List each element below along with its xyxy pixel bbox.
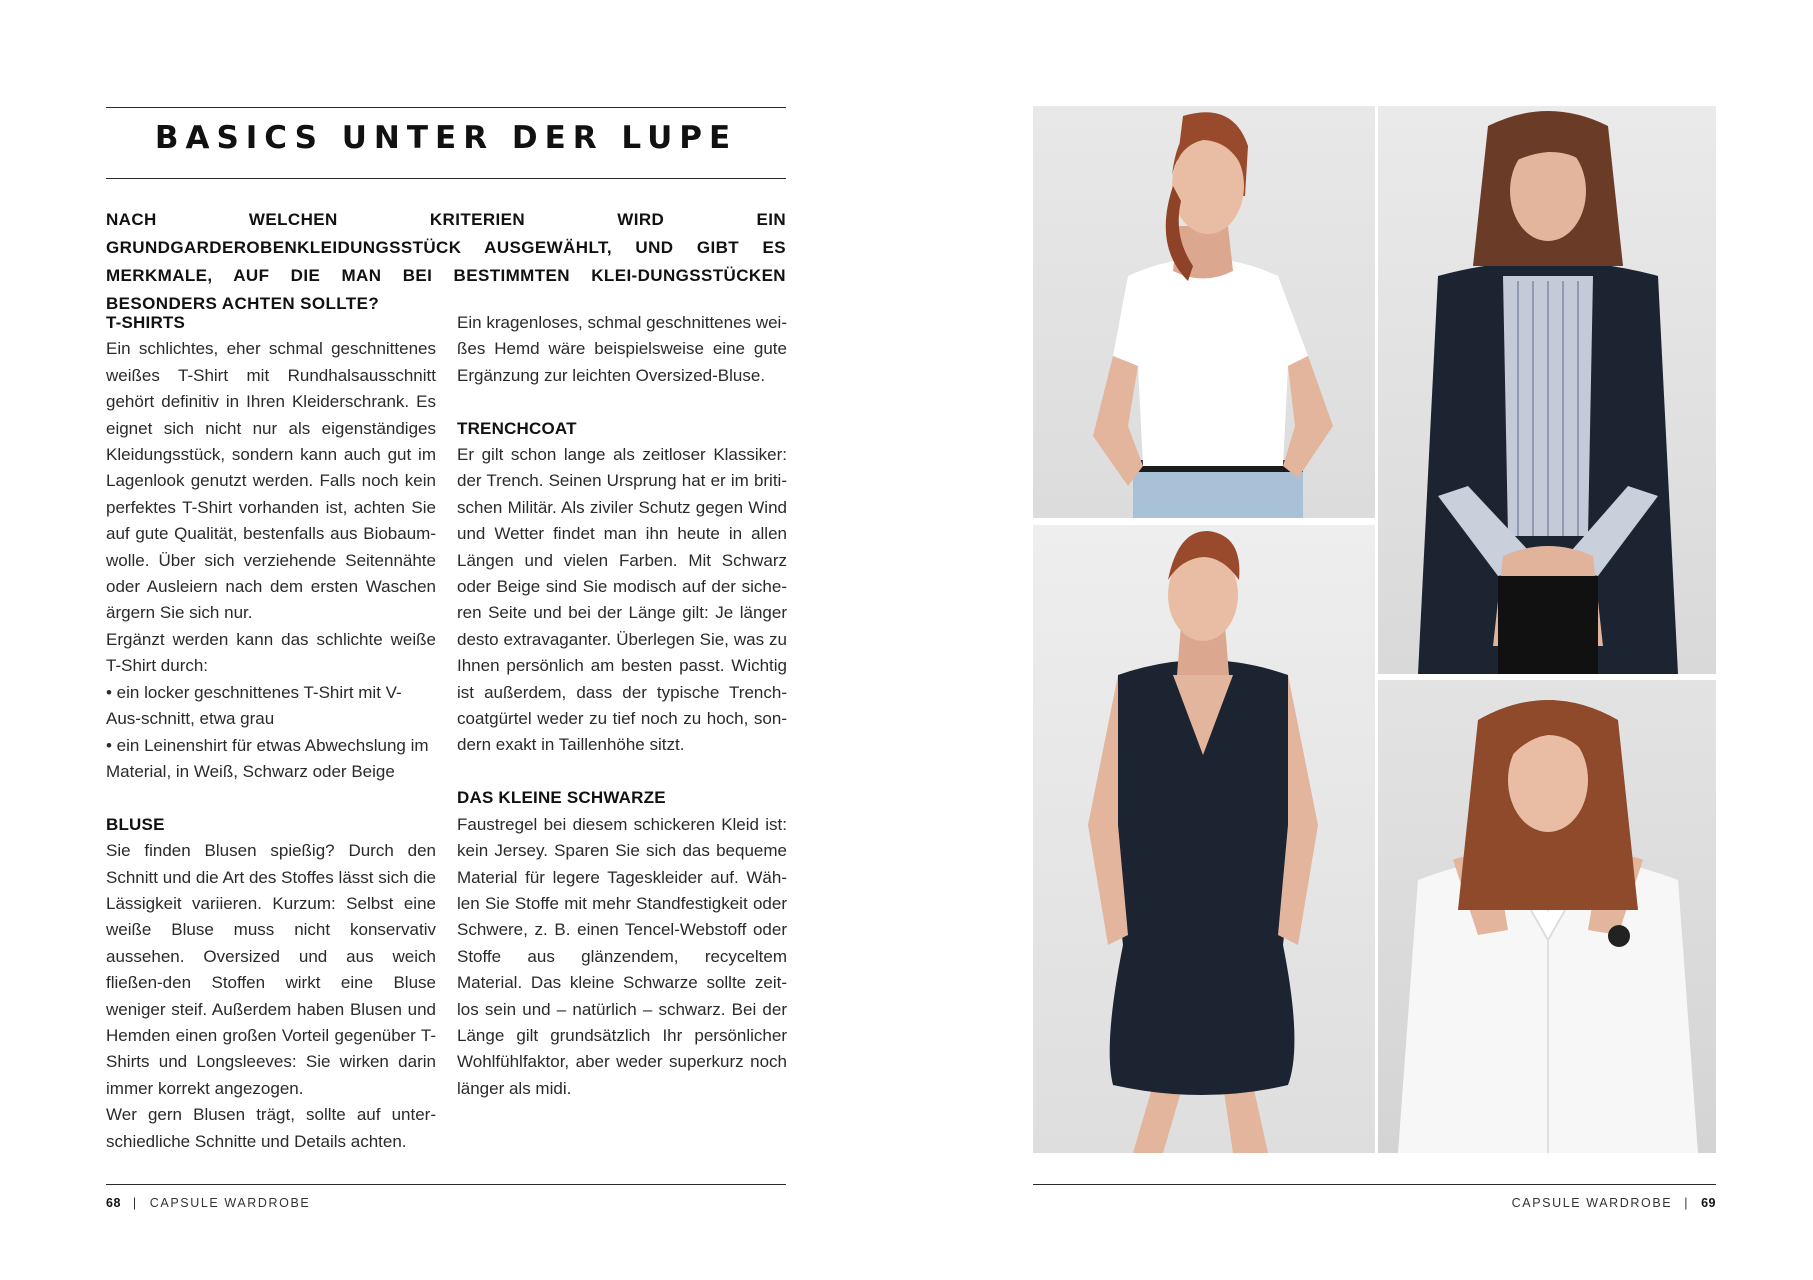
footer-left bbox=[106, 1196, 310, 1210]
page-title: BASICS UNTER DER LUPE bbox=[154, 120, 738, 156]
title-top-rule bbox=[106, 107, 786, 108]
photo-white-blouse bbox=[1378, 680, 1716, 1153]
tshirts-paragraph: Ein schlichtes, eher schmal geschnittenes weißes T-Shirt mit Rundhalsausschnitt gehört definitiv in Ihren Kleiderschrank. Es eignet sich nicht nur als eigenständiges Kleidungsstück, sondern kann auch gut im Lagenlook genutzt werden. Falls noch kein perfektes T-Shirt vorhanden ist, achten Sie auf gute Qualität, bestenfalls aus Biobaum-wolle. Über sich verziehende Seitennähte oder Ausleiern nach dem ersten Waschen ärgern Sie sich nur. bbox=[106, 339, 436, 623]
footer-label-right: CAPSULE WARDROBE bbox=[1511, 1196, 1673, 1210]
page-number-right: 69 bbox=[1701, 1196, 1716, 1210]
tshirts-paragraph-2: Ergänzt werden kann das schlichte weiße T-Shirt durch: bbox=[106, 629, 436, 676]
footer-rule-left bbox=[106, 1184, 786, 1185]
trenchcoat-paragraph: Er gilt schon lange als zeitloser Klassiker: der Trench. Seinen Ursprung hat er im briti-schen Militär. Als ziviler Schutz gegen Wind und Wetter findet man ihn heute in allen Längen und vielen Farben. Mit Schwarz oder Beige sind Sie modisch auf der siche-ren Seite und bei der Länge gilt: Je länger desto extravaganter. Überlegen Sie, was zu Ihnen persönlich am besten passt. Wichtig ist außerdem, dass der typische Trench-coatgürtel weder zu tief noch zu hoch, son-dern exakt in Taillenhöhe sitzt. bbox=[457, 445, 787, 755]
intro-question: NACH WELCHEN KRITERIEN WIRD EIN GRUNDGARDEROBENKLEIDUNGSSTÜCK AUSGEWÄHLT, UND GIBT ES MERKMALE, AUF DIE MAN BEI BESTIMMTEN KLEI-DUNGSSTÜCKEN BESONDERS ACHTEN SOLLTE? bbox=[106, 210, 786, 313]
section-heading-kleine-schwarze: DAS KLEINE SCHWARZE bbox=[457, 788, 666, 808]
footer-separator: | bbox=[132, 1196, 138, 1210]
footer-rule-right bbox=[1033, 1184, 1716, 1185]
photo-little-black-dress bbox=[1033, 525, 1375, 1153]
bluse-paragraph: Sie finden Blusen spießig? Durch den Schnitt und die Art des Stoffes lässt sich die Lässigkeit variieren. Kurzum: Selbst eine weiße Bluse muss nicht konservativ aussehen. Oversized und aus weich fließen-den Stoffen wirkt eine Bluse weniger steif. Außerdem haben Blusen und Hemden einen großen Vorteil gegenüber T-Shirts und Longsleeves: Sie wirken darin immer korrekt angezogen. bbox=[106, 841, 436, 1098]
left-text-column bbox=[106, 310, 436, 1155]
section-heading-tshirts: T-SHIRTS bbox=[106, 313, 186, 332]
footer-right bbox=[1512, 1196, 1716, 1210]
section-heading-bluse: BLUSE bbox=[106, 814, 165, 834]
page-number-left: 68 bbox=[106, 1196, 121, 1210]
footer-separator: | bbox=[1684, 1196, 1690, 1210]
tshirts-bullet-1: • ein locker geschnittenes T-Shirt mit V-Aus-schnitt, etwa grau bbox=[106, 682, 402, 729]
kleine-schwarze-paragraph: Faustregel bei diesem schickeren Kleid ist: kein Jersey. Sparen Sie sich das bequeme Material für legere Tageskleider auf. Wäh-len Sie Stoffe mit mehr Standfestigkeit oder Schwere, z. B. einen Tencel-Webstoff oder Stoffe aus glänzendem, recyceltem Material. Das kleine Schwarze sollte zeit-los sein und – natürlich – schwarz. Bei der Länge gilt grundsätzlich Ihr persönlicher Wohlfühlfaktor, aber weder superkurz noch länger als midi. bbox=[457, 814, 787, 1098]
right-text-column bbox=[457, 310, 787, 1102]
photo-trenchcoat bbox=[1378, 106, 1716, 674]
bluse-paragraph-2: Wer gern Blusen trägt, sollte auf unter-schiedliche Schnitte und Details achten. bbox=[106, 1105, 436, 1151]
photo-white-tshirt bbox=[1033, 106, 1375, 518]
tshirts-bullet-2: • ein Leinenshirt für etwas Abwechslung im Material, in Weiß, Schwarz oder Beige bbox=[106, 735, 429, 781]
footer-label-left: CAPSULE WARDROBE bbox=[149, 1196, 311, 1210]
bluse-continuation: Ein kragenloses, schmal geschnittenes wei-ßes Hemd wäre beispielsweise eine gute Ergänzung zur leichten Oversized-Bluse. bbox=[457, 313, 787, 385]
section-heading-trenchcoat: TRENCHCOAT bbox=[457, 418, 577, 438]
title-bottom-rule bbox=[106, 178, 786, 179]
